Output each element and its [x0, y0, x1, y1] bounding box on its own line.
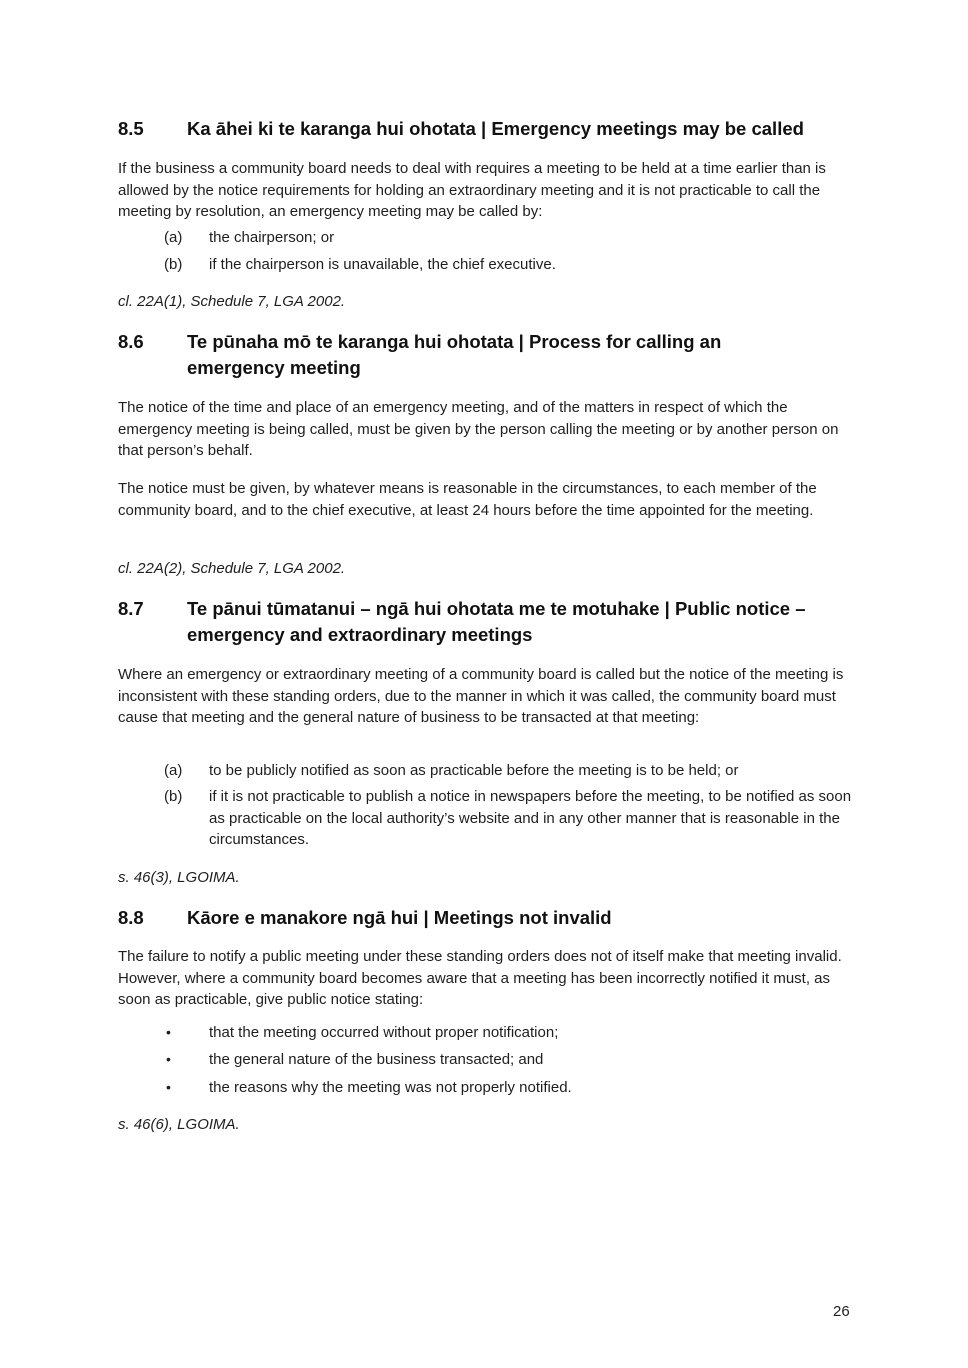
section-number: 8.7: [118, 598, 144, 619]
section-heading-8-6: [118, 329, 854, 381]
section-heading-8-5: [118, 116, 854, 142]
list-item: [164, 227, 854, 249]
list-item-text: the chairperson; or: [209, 229, 335, 246]
section-number: 8.5: [118, 118, 144, 139]
list-marker: (a): [164, 762, 183, 779]
list-item-text: if the chairperson is unavailable, the chief executive.: [209, 256, 556, 273]
section-title: Te pānui tūmatanui – ngā hui ohotata me te motuhake | Public notice – emergency and extraordinary meetings: [187, 598, 806, 645]
paragraph: The failure to notify a public meeting under these standing orders does not of itself make that meeting invalid. However, where a community board becomes aware that a meeting has been incorrectly notified it must, as soon as practicable, give public notice stating:: [118, 948, 842, 1008]
bullet-item: [164, 1049, 854, 1071]
bullet-text: that the meeting occurred without proper notification;: [209, 1024, 559, 1041]
page-number: 26: [833, 1303, 850, 1320]
list-item: [164, 786, 854, 851]
bullet-item: [164, 1022, 854, 1044]
paragraph: The notice of the time and place of an emergency meeting, and of the matters in respect of which the emergency meeting is being called, must be given by the person calling the meeting or by another person on that person’s behalf.: [118, 399, 839, 459]
citation: cl. 22A(1), Schedule 7, LGA 2002.: [118, 293, 346, 310]
section-title: Ka āhei ki te karanga hui ohotata | Emergency meetings may be called: [187, 118, 804, 139]
bullet-item: [164, 1077, 854, 1099]
bullet-icon: •: [166, 1079, 171, 1095]
list-item: [164, 760, 854, 782]
section-title: Kāore e manakore ngā hui | Meetings not invalid: [187, 907, 612, 928]
section-title: Te pūnaha mō te karanga hui ohotata | Process for calling an emergency meeting: [187, 331, 722, 378]
list-marker: (b): [164, 788, 183, 805]
list-item-text: to be publicly notified as soon as practicable before the meeting is to be held; or: [209, 762, 739, 779]
paragraph: The notice must be given, by whatever means is reasonable in the circumstances, to each member of the community board, and to the chief executive, at least 24 hours before the time appointed for the meeting.: [118, 480, 817, 519]
bullet-text: the reasons why the meeting was not properly notified.: [209, 1079, 572, 1096]
citation: s. 46(3), LGOIMA.: [118, 869, 240, 886]
list-item-text: if it is not practicable to publish a notice in newspapers before the meeting, to be notified as soon as practicable on the local authority’s website and in any other manner that is reasonable in the circumstances.: [209, 788, 852, 848]
list-marker: (b): [164, 256, 183, 273]
section-heading-8-7: [118, 596, 854, 648]
paragraph: If the business a community board needs to deal with requires a meeting to be held at a time earlier than is allowed by the notice requirements for holding an extraordinary meeting and it is not practicable to call the meeting by resolution, an emergency meeting may be called by:: [118, 160, 826, 220]
bullet-icon: •: [166, 1051, 171, 1067]
section-heading-8-8: [118, 905, 854, 931]
list-item: [164, 254, 854, 276]
paragraph: Where an emergency or extraordinary meeting of a community board is called but the notice of the meeting is inconsistent with these standing orders, due to the manner in which it was called, the community board must cause that meeting and the general nature of business to be transacted at that meeting:: [118, 666, 844, 726]
citation: cl. 22A(2), Schedule 7, LGA 2002.: [118, 560, 346, 577]
bullet-icon: •: [166, 1024, 171, 1040]
citation: s. 46(6), LGOIMA.: [118, 1116, 240, 1133]
section-number: 8.8: [118, 907, 144, 928]
section-number: 8.6: [118, 331, 144, 352]
bullet-text: the general nature of the business transacted; and: [209, 1051, 544, 1068]
list-marker: (a): [164, 229, 183, 246]
